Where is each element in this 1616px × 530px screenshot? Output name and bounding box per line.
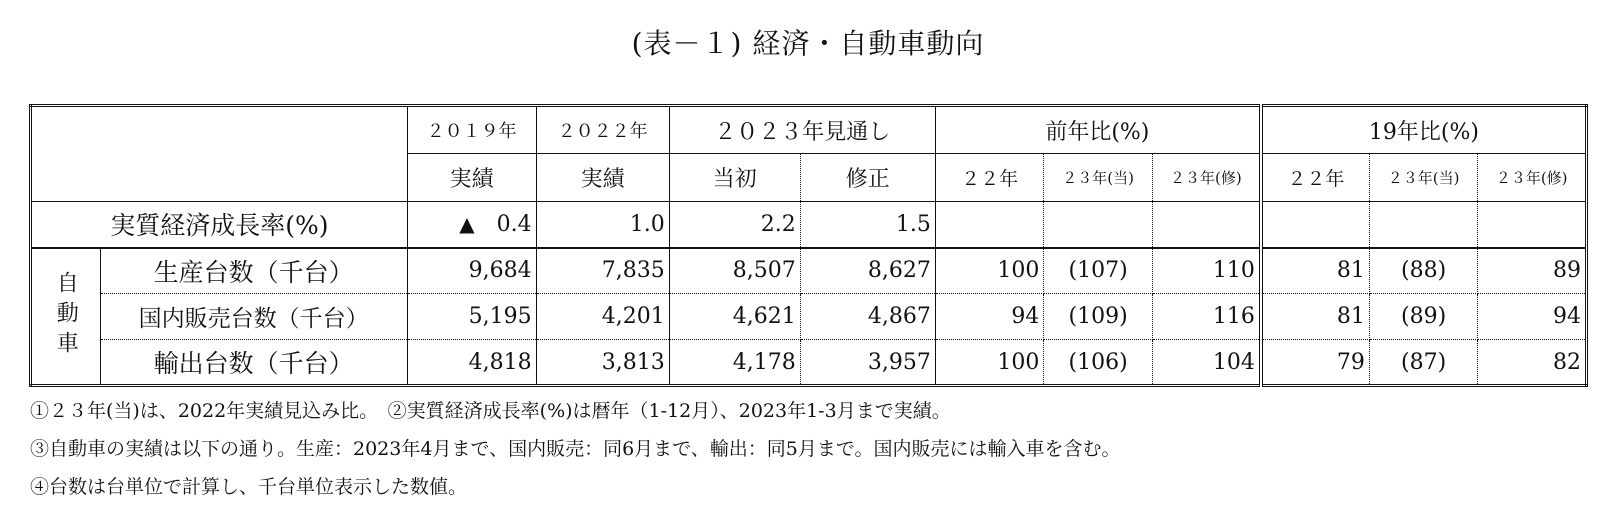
cell-2019: 4,818 xyxy=(407,340,536,386)
gdp-2019 xyxy=(407,202,536,248)
table-row xyxy=(31,248,1587,294)
gdp-row xyxy=(31,202,1587,248)
gdp-19-23i xyxy=(1369,202,1478,248)
subcol-2022-actual: 実績 xyxy=(536,154,669,202)
cell-23-revised: 3,957 xyxy=(800,340,935,386)
cell-19-22: 81 xyxy=(1261,248,1370,294)
header-row-1 xyxy=(31,106,1587,154)
gdp-prev-23i xyxy=(1044,202,1153,248)
cell-19-23r: 82 xyxy=(1478,340,1587,386)
cell-23-revised: 8,627 xyxy=(800,248,935,294)
cell-23-initial: 8,507 xyxy=(669,248,800,294)
cell-2022: 3,813 xyxy=(536,340,669,386)
cell-19-22: 79 xyxy=(1261,340,1370,386)
cell-prev-23r: 104 xyxy=(1152,340,1261,386)
cell-2019: 9,684 xyxy=(407,248,536,294)
gdp-2023-revised: 1.5 xyxy=(800,202,935,248)
cell-19-23i: (88) xyxy=(1369,248,1478,294)
cell-19-23i: (89) xyxy=(1369,294,1478,340)
table-row xyxy=(31,340,1587,386)
economy-auto-table xyxy=(29,104,1588,387)
col-prev-ratio: 前年比(%) xyxy=(935,106,1261,154)
corner-cell xyxy=(31,106,408,202)
cell-prev-22: 94 xyxy=(935,294,1044,340)
cell-19-23r: 89 xyxy=(1478,248,1587,294)
cell-prev-23r: 110 xyxy=(1152,248,1261,294)
cell-23-revised: 4,867 xyxy=(800,294,935,340)
subcol-19-23-revised: ２３年(修) xyxy=(1478,154,1587,202)
gdp-19-23r xyxy=(1478,202,1587,248)
minus-triangle-icon: ▲ xyxy=(459,211,475,236)
subcol-prev-22: ２２年 xyxy=(935,154,1044,202)
cell-prev-23i: (106) xyxy=(1044,340,1153,386)
gdp-label: 実質経済成長率(%) xyxy=(31,202,408,248)
row-label: 輸出台数（千台） xyxy=(100,340,407,386)
footnote-2: ③自動車の実績は以下の通り。生産：2023年4月まで、国内販売：同6月まで、輸出：同5月まで。国内販売には輸入車を含む。 xyxy=(30,438,1121,460)
page-title: (表－１) 経済・自動車動向 xyxy=(631,27,985,60)
gdp-19-22 xyxy=(1261,202,1370,248)
cell-19-23i: (87) xyxy=(1369,340,1478,386)
cell-prev-23r: 116 xyxy=(1152,294,1261,340)
gdp-prev-22 xyxy=(935,202,1044,248)
footnotes xyxy=(30,392,1120,506)
cell-23-initial: 4,621 xyxy=(669,294,800,340)
subcol-2023-initial: 当初 xyxy=(669,154,800,202)
cell-19-22: 81 xyxy=(1261,294,1370,340)
gdp-2022: 1.0 xyxy=(536,202,669,248)
subcol-19-22: ２２年 xyxy=(1261,154,1370,202)
cell-2019: 5,195 xyxy=(407,294,536,340)
gdp-2023-initial: 2.2 xyxy=(669,202,800,248)
col-2023: ２０２３年見通し xyxy=(669,106,935,154)
auto-group-label: 自動車 xyxy=(31,248,101,386)
col-2022: ２０２２年 xyxy=(536,106,669,154)
cell-prev-22: 100 xyxy=(935,340,1044,386)
subcol-19-23-initial: ２３年(当) xyxy=(1369,154,1478,202)
subcol-2019-actual: 実績 xyxy=(407,154,536,202)
cell-prev-23i: (107) xyxy=(1044,248,1153,294)
cell-23-initial: 4,178 xyxy=(669,340,800,386)
footnote-3: ④台数は台単位で計算し、千台単位表示した数値。 xyxy=(30,476,468,498)
cell-19-23r: 94 xyxy=(1478,294,1587,340)
row-label: 国内販売台数（千台） xyxy=(100,294,407,340)
table-row xyxy=(31,294,1587,340)
subcol-prev-23-revised: ２３年(修) xyxy=(1152,154,1261,202)
cell-2022: 4,201 xyxy=(536,294,669,340)
cell-prev-22: 100 xyxy=(935,248,1044,294)
gdp-2019-value: 0.4 xyxy=(496,211,532,237)
col-19-ratio: 19年比(%) xyxy=(1261,106,1587,154)
footnote-1: ①２３年(当)は、2022年実績見込み比。 ②実質経済成長率(%)は暦年（1-12月）、2023年1-3月まで実績。 xyxy=(30,400,951,422)
gdp-prev-23r xyxy=(1152,202,1261,248)
subcol-prev-23-initial: ２３年(当) xyxy=(1044,154,1153,202)
col-2019: ２０１９年 xyxy=(407,106,536,154)
cell-prev-23i: (109) xyxy=(1044,294,1153,340)
cell-2022: 7,835 xyxy=(536,248,669,294)
row-label: 生産台数（千台） xyxy=(100,248,407,294)
subcol-2023-revised: 修正 xyxy=(800,154,935,202)
